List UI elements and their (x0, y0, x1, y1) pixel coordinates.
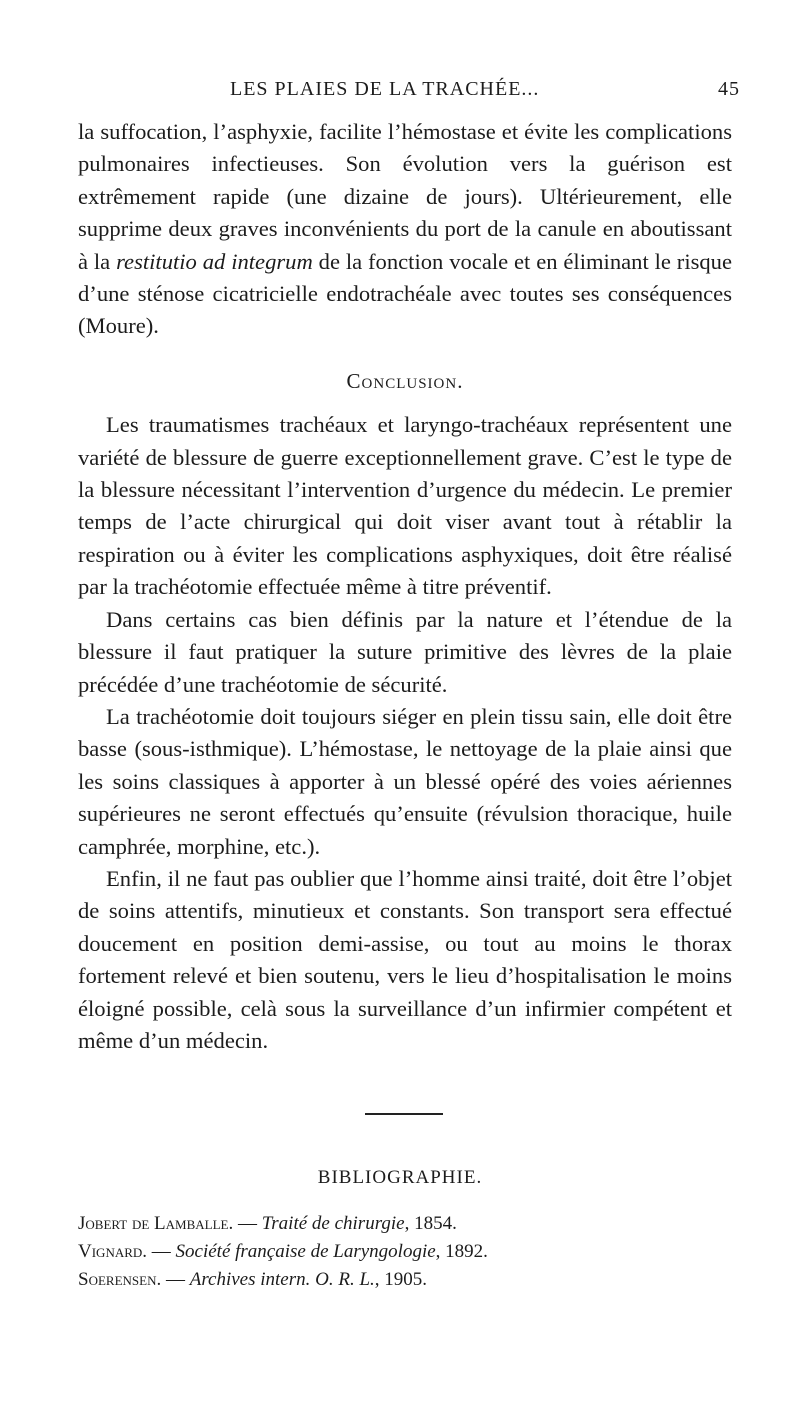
body-text (78, 116, 732, 1057)
intro-latin-phrase: restitutio ad integrum (116, 248, 313, 274)
entry-title: Traité de chirurgie (261, 1213, 405, 1234)
conclusion-paragraph-3: La trachéotomie doit toujours siéger en plein tissu sain, elle doit être basse (sous-isthmique). L’hémostase, le nettoyage de la plaie ainsi que les soins classiques à apporter à un blessé opéré des voies aériennes supérieures ne seront effectués qu’ensuite (révulsion thoracique, huile camphrée, morphine, etc.). (78, 703, 732, 859)
running-head (150, 78, 740, 108)
conclusion-paragraph-4: Enfin, il ne faut pas oublier que l’homme ainsi traité, doit être l’objet de soins attentifs, minutieux et constants. Son transport sera effectué doucement en position demi-assise, ou tout au moins le thorax fortement relevé et bien soutenu, vers le lieu d’hospitalisation le moins éloigné possible, celà sous la surveillance d’un infirmier compétent et même d’un médecin. (78, 865, 732, 1053)
bibliography-entry: Jobert de Lamballe. — Traité de chirurgie, 1854. (78, 1213, 457, 1234)
entry-author: Soerensen. (78, 1269, 162, 1290)
entry-year: 1905. (384, 1269, 428, 1290)
bibliography-entry: Soerensen. — Archives intern. O. R. L., 1905. (78, 1269, 428, 1290)
intro-text-start: la suffocation, l’asphyxie, facilite l’hémostase et évite les complications pulmonaires infectieuses. Son évolution vers la guérison est extrêmement rapide (une dizaine de jours). Ultérieurement, elle supprime deux graves inconvénients du port de la canule en aboutissant à la (78, 119, 732, 274)
intro-paragraph (78, 116, 732, 343)
conclusion-heading: Conclusion. (346, 368, 464, 393)
entry-title: Archives intern. O. R. L. (189, 1269, 375, 1290)
entry-author: Jobert de Lamballe. (78, 1213, 234, 1234)
entry-year: 1854. (414, 1213, 457, 1234)
page-number: 45 (718, 78, 740, 100)
entry-author: Vignard. (78, 1241, 148, 1262)
entry-title: Société française de Laryngologie (175, 1241, 436, 1262)
entry-year: 1892. (445, 1241, 488, 1262)
section-divider (365, 1113, 443, 1115)
bibliography-heading: BIBLIOGRAPHIE. (317, 1167, 483, 1188)
conclusion-paragraph-2: Dans certains cas bien définis par la nature et l’étendue de la blessure il faut pratiquer la suture primitive des lèvres de la plaie précédée d’une trachéotomie de sécurité. (78, 606, 732, 697)
bibliography-entry: Vignard. — Société française de Laryngologie, 1892. (78, 1241, 488, 1262)
running-title: LES PLAIES DE LA TRACHÉE... (230, 78, 540, 100)
bibliography-list (78, 1210, 718, 1294)
intro-text-end: de la fonction vocale et en éliminant le risque d’une sténose cicatricielle endotrachéale avec toutes ses conséquences (Moure). (78, 248, 733, 339)
conclusion-paragraph-1: Les traumatismes trachéaux et laryngo-trachéaux représentent une variété de blessure de guerre exceptionnellement grave. C’est le type de la blessure nécessitant l’intervention d’urgence du médecin. Le premier temps de l’acte chirurgical qui doit viser avant tout à rétablir la respiration ou à éviter les complications asphyxiques, doit être réalisé par la trachéotomie effectuée même à titre préventif. (78, 412, 732, 600)
